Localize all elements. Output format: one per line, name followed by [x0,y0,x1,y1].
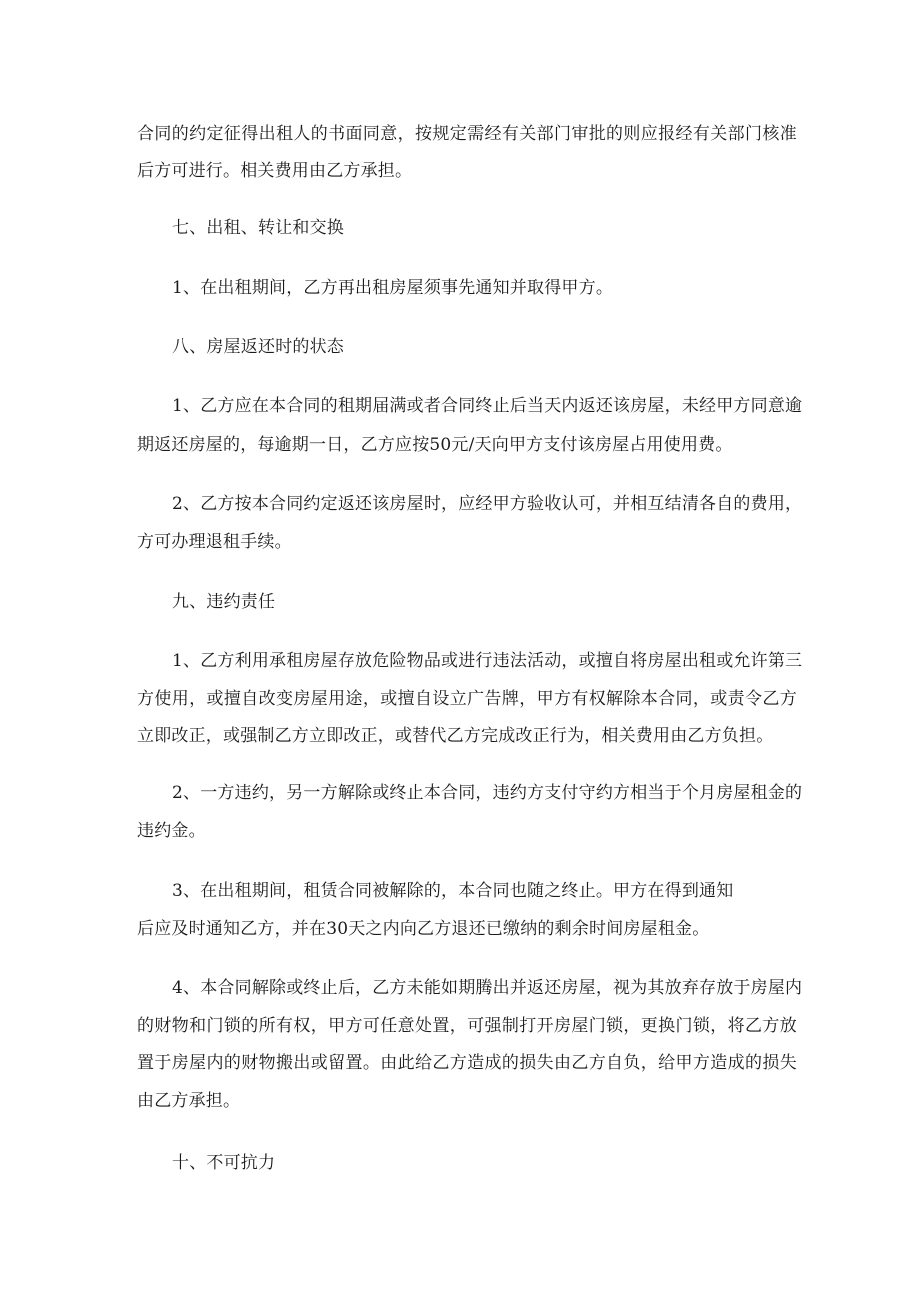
paragraph-line: 由乙方承担。 [137,1091,241,1111]
section-heading: 七、出租、转让和交换 [172,218,344,238]
paragraph-line: 后应及时通知乙方，并在30天之内向乙方退还已缴纳的剩余时间房屋租金。 [137,919,710,939]
paragraph-line: 4、本合同解除或终止后，乙方未能如期腾出并返还房屋，视为其放弃存放于房屋内 [172,978,803,998]
section-heading: 八、房屋返还时的状态 [172,337,344,357]
paragraph-line: 置于房屋内的财物搬出或留置。由此给乙方造成的损失由乙方自负，给甲方造成的损失 [137,1053,797,1073]
paragraph-line: 后方可进行。相关费用由乙方承担。 [137,161,413,181]
paragraph-line: 方可办理退租手续。 [137,532,292,552]
paragraph-line: 违约金。 [137,821,206,841]
section-heading: 十、不可抗力 [172,1153,276,1173]
paragraph-line: 期返还房屋的，每逾期一日，乙方应按50元/天向甲方支付该房屋占用使用费。 [137,435,733,455]
paragraph-line: 的财物和门锁的所有权，甲方可任意处置，可强制打开房屋门锁，更换门锁，将乙方放 [137,1016,797,1036]
paragraph-line: 3、在出租期间，租赁合同被解除的，本合同也随之终止。甲方在得到通知 [172,881,734,901]
paragraph-line: 方使用，或擅自改变房屋用途，或擅自设立广告牌，甲方有权解除本合同，或责令乙方 [137,689,797,709]
paragraph-line: 2、一方违约，另一方解除或终止本合同，违约方支付守约方相当于个月房屋租金的 [172,783,803,803]
paragraph-line: 立即改正，或强制乙方立即改正，或替代乙方完成改正行为，相关费用由乙方负担。 [137,726,774,746]
paragraph-line: 1、乙方应在本合同的租期届满或者合同终止后当天内返还该房屋，未经甲方同意逾 [172,396,803,416]
paragraph-line: 合同的约定征得出租人的书面同意，按规定需经有关部门审批的则应报经有关部门核准 [137,124,797,144]
paragraph-line: 2、乙方按本合同约定返还该房屋时，应经甲方验收认可，并相互结清各自的费用， [172,494,803,514]
paragraph-line: 1、在出租期间，乙方再出租房屋须事先通知并取得甲方。 [172,278,614,298]
paragraph-line: 1、乙方利用承租房屋存放危险物品或进行违法活动，或擅自将房屋出租或允许第三 [172,651,803,671]
section-heading: 九、违约责任 [172,592,276,612]
